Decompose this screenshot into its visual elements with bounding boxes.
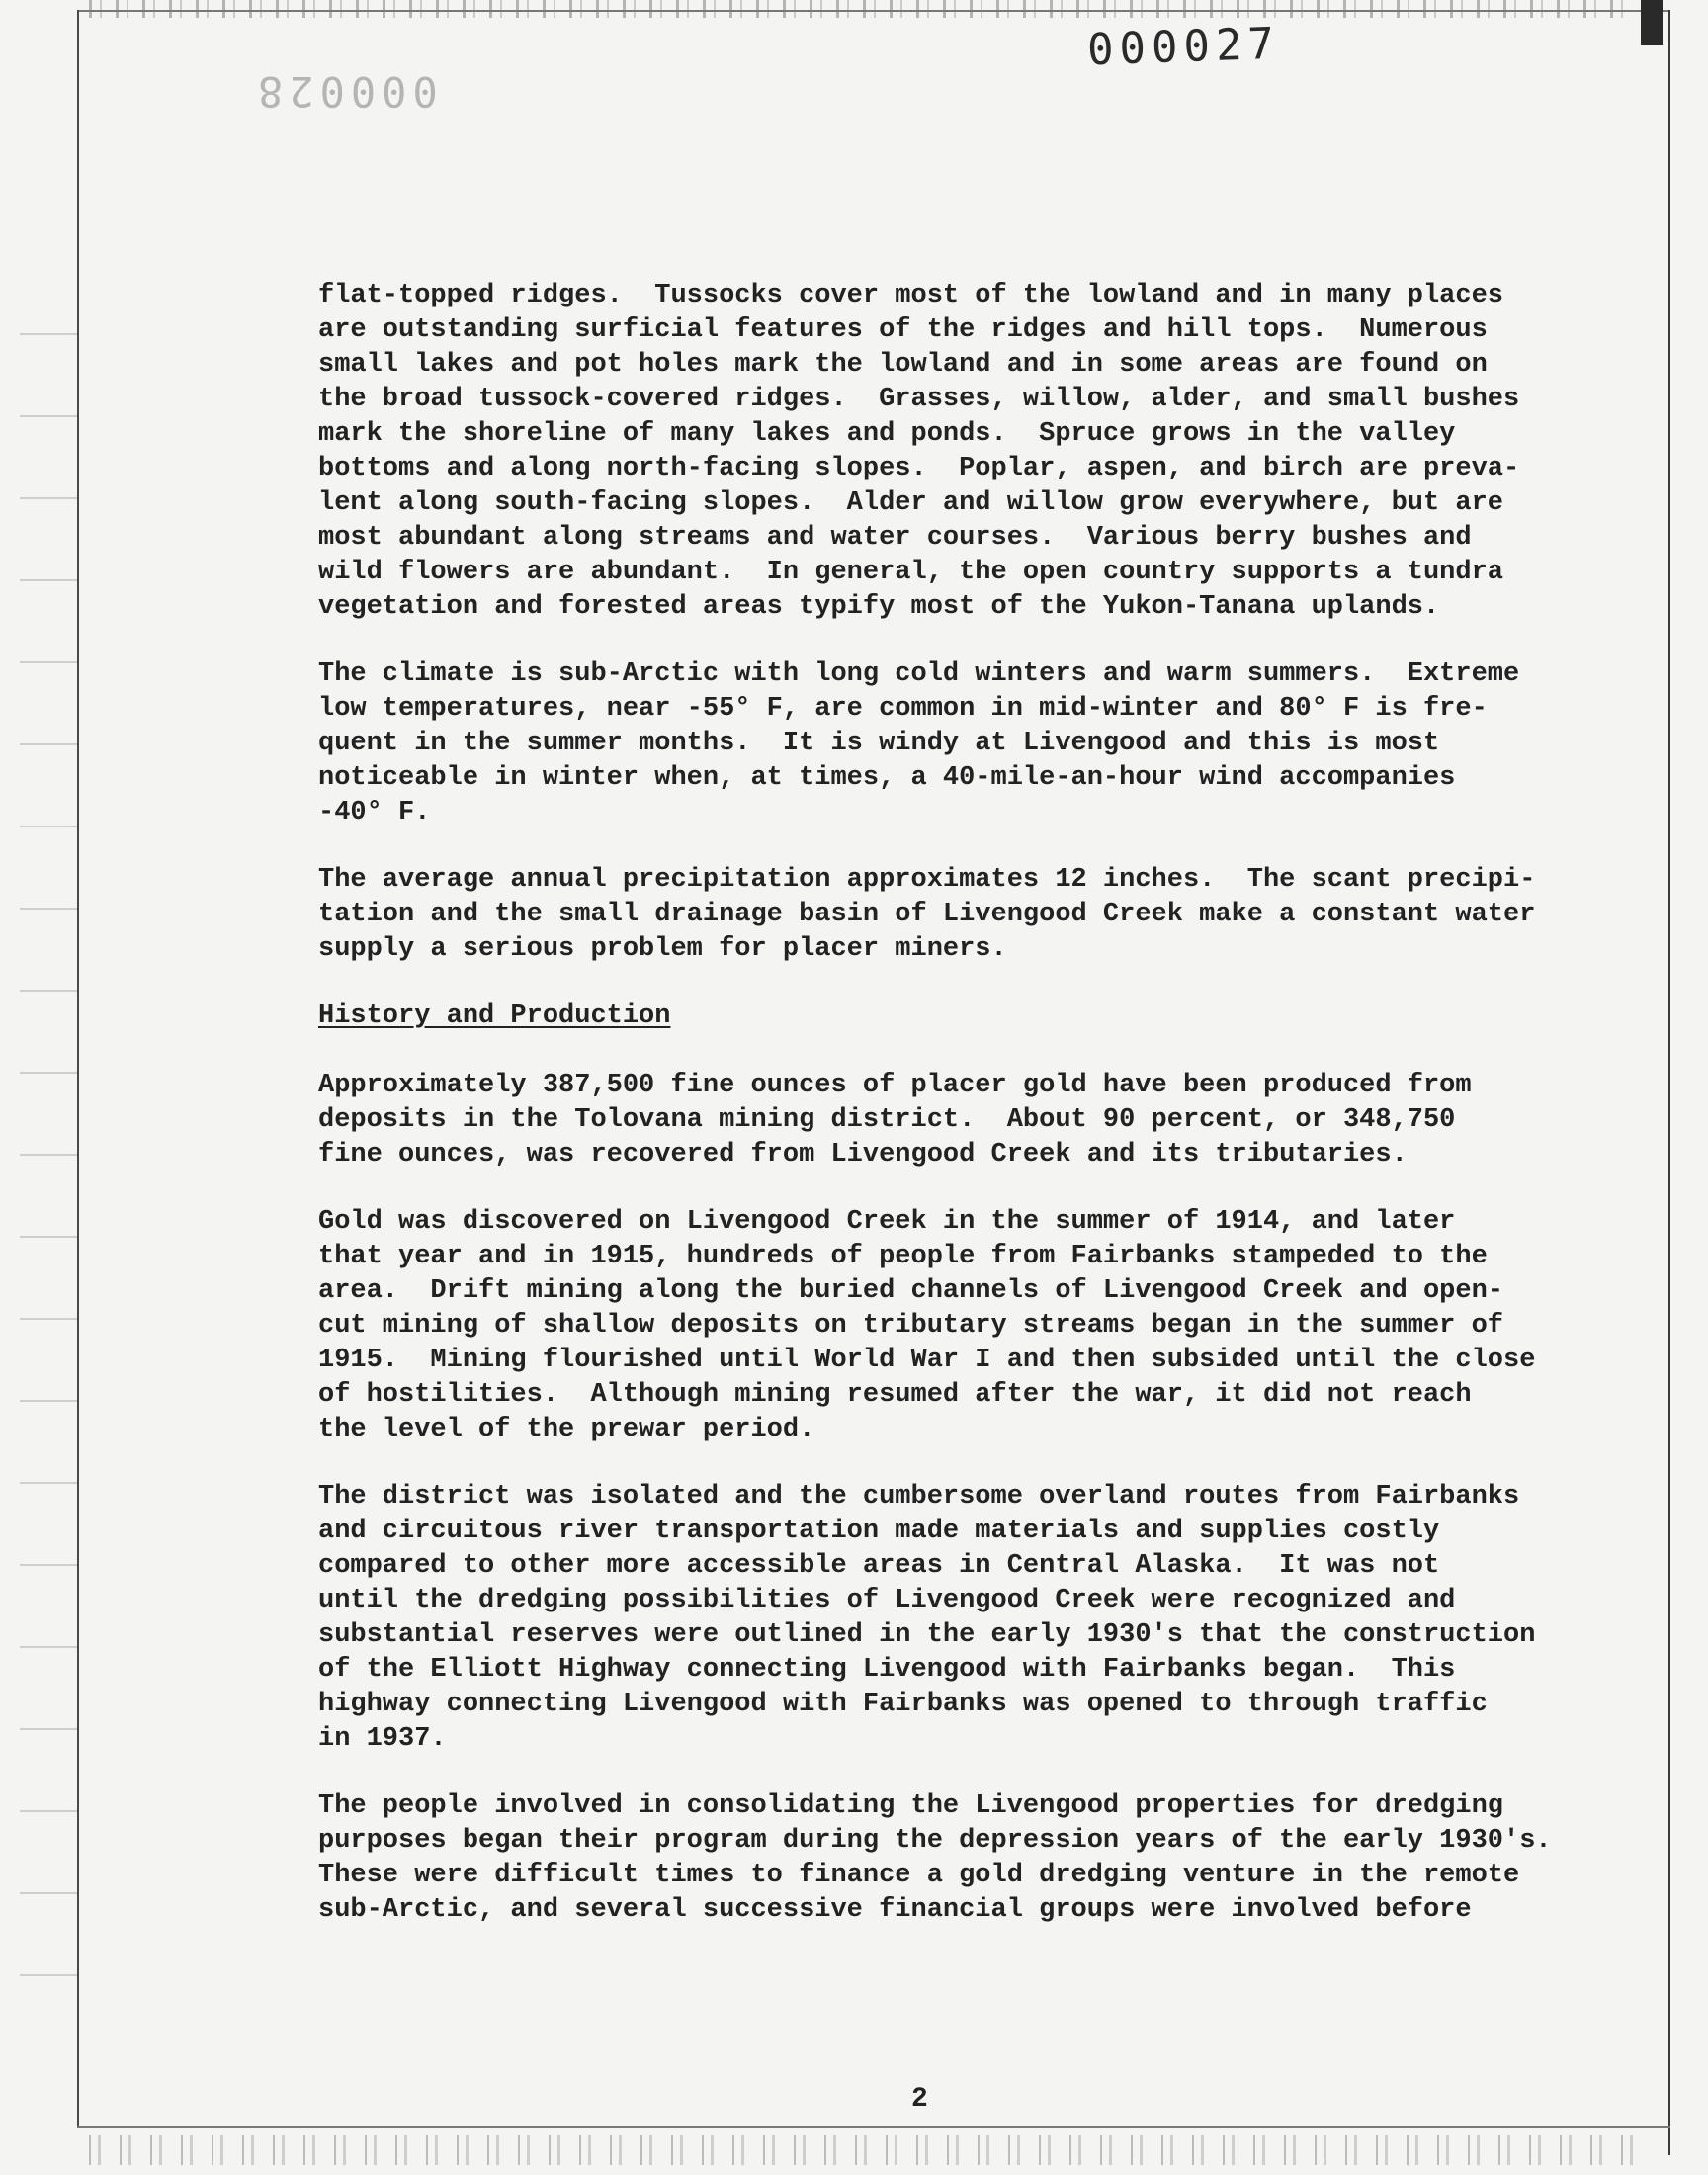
text-line: low temperatures, near -55° F, are common in mid-winter and 80° F is fre- bbox=[318, 694, 1488, 724]
text-line: substantial reserves were outlined in the early 1930's that the construction bbox=[318, 1620, 1536, 1650]
text-line: The people involved in consolidating the Livengood properties for dredging bbox=[318, 1791, 1503, 1821]
paragraph bbox=[318, 1069, 1603, 1173]
corner-mark bbox=[1641, 0, 1663, 45]
paragraph bbox=[318, 657, 1603, 830]
text-line: the broad tussock-covered ridges. Grasses, willow, alder, and small bushes bbox=[318, 385, 1520, 414]
text-line: compared to other more accessible areas in Central Alaska. It was not bbox=[318, 1551, 1440, 1581]
text-line: lent along south-facing slopes. Alder and willow grow everywhere, but are bbox=[318, 488, 1503, 518]
text-line: Approximately 387,500 fine ounces of placer gold have been produced from bbox=[318, 1071, 1472, 1100]
text-line: quent in the summer months. It is windy at Livengood and this is most bbox=[318, 729, 1440, 758]
text-line: 1915. Mining flourished until World War I and then subsided until the close bbox=[318, 1346, 1536, 1375]
text-line: fine ounces, was recovered from Livengood Creek and its tributaries. bbox=[318, 1140, 1408, 1170]
text-line: The average annual precipitation approximates 12 inches. The scant precipi- bbox=[318, 865, 1536, 895]
text-line: highway connecting Livengood with Fairbanks was opened to through traffic bbox=[318, 1690, 1488, 1719]
text-line: These were difficult times to finance a gold dredging venture in the remote bbox=[318, 1861, 1520, 1890]
text-line: wild flowers are abundant. In general, the open country supports a tundra bbox=[318, 558, 1503, 587]
text-line: Gold was discovered on Livengood Creek in the summer of 1914, and later bbox=[318, 1207, 1456, 1237]
paragraph bbox=[318, 1480, 1603, 1757]
text-line: purposes began their program during the depression years of the early 1930's. bbox=[318, 1826, 1552, 1856]
text-line: mark the shoreline of many lakes and ponds. Spruce grows in the valley bbox=[318, 419, 1456, 449]
text-line: until the dredging possibilities of Livengood Creek were recognized and bbox=[318, 1586, 1456, 1615]
page-border-top bbox=[77, 10, 1670, 12]
section-heading: History and Production bbox=[318, 1001, 671, 1031]
text-line: of hostilities. Although mining resumed after the war, it did not reach bbox=[318, 1380, 1472, 1410]
paragraph bbox=[318, 1205, 1603, 1447]
document-body bbox=[318, 279, 1603, 1960]
page-number: 2 bbox=[911, 2084, 928, 2115]
bates-stamp: 000027 bbox=[1086, 18, 1281, 76]
text-line: in 1937. bbox=[318, 1724, 447, 1754]
paragraph bbox=[318, 1789, 1603, 1928]
scan-noise-top bbox=[89, 0, 1631, 18]
bates-stamp-bleedthrough: 000028 bbox=[252, 67, 438, 116]
scan-noise-left bbox=[20, 297, 79, 1977]
paragraph bbox=[318, 863, 1603, 967]
text-line: flat-topped ridges. Tussocks cover most of the lowland and in many places bbox=[318, 281, 1503, 310]
text-line: the level of the prewar period. bbox=[318, 1415, 815, 1444]
page-border-left bbox=[77, 10, 79, 2126]
text-line: bottoms and along north-facing slopes. Poplar, aspen, and birch are preva- bbox=[318, 454, 1520, 483]
paragraphs-after-heading bbox=[318, 1069, 1603, 1928]
paragraphs-before-heading bbox=[318, 279, 1603, 967]
scan-noise-bottom bbox=[89, 2135, 1651, 2165]
text-line: and circuitous river transportation made materials and supplies costly bbox=[318, 1517, 1440, 1546]
text-line: -40° F. bbox=[318, 798, 431, 827]
text-line: cut mining of shallow deposits on tributary streams began in the summer of bbox=[318, 1311, 1503, 1341]
text-line: deposits in the Tolovana mining district. About 90 percent, or 348,750 bbox=[318, 1105, 1456, 1135]
text-line: sub-Arctic, and several successive financial groups were involved before bbox=[318, 1895, 1472, 1925]
text-line: The climate is sub-Arctic with long cold winters and warm summers. Extreme bbox=[318, 659, 1520, 689]
text-line: vegetation and forested areas typify most of the Yukon-Tanana uplands. bbox=[318, 592, 1440, 622]
paragraph bbox=[318, 279, 1603, 625]
text-line: area. Drift mining along the buried channels of Livengood Creek and open- bbox=[318, 1276, 1503, 1306]
text-line: small lakes and pot holes mark the lowland and in some areas are found on bbox=[318, 350, 1488, 380]
text-line: of the Elliott Highway connecting Livengood with Fairbanks began. This bbox=[318, 1655, 1456, 1685]
text-line: supply a serious problem for placer miners. bbox=[318, 934, 1007, 964]
text-line: are outstanding surficial features of the ridges and hill tops. Numerous bbox=[318, 315, 1488, 345]
text-line: most abundant along streams and water courses. Various berry bushes and bbox=[318, 523, 1472, 553]
page-border-right bbox=[1668, 10, 1670, 2155]
text-line: that year and in 1915, hundreds of people from Fairbanks stampeded to the bbox=[318, 1242, 1488, 1271]
text-line: noticeable in winter when, at times, a 40-mile-an-hour wind accompanies bbox=[318, 763, 1456, 793]
text-line: tation and the small drainage basin of Livengood Creek make a constant water bbox=[318, 900, 1536, 929]
page-border-bottom bbox=[77, 2126, 1670, 2128]
text-line: The district was isolated and the cumbersome overland routes from Fairbanks bbox=[318, 1482, 1520, 1512]
